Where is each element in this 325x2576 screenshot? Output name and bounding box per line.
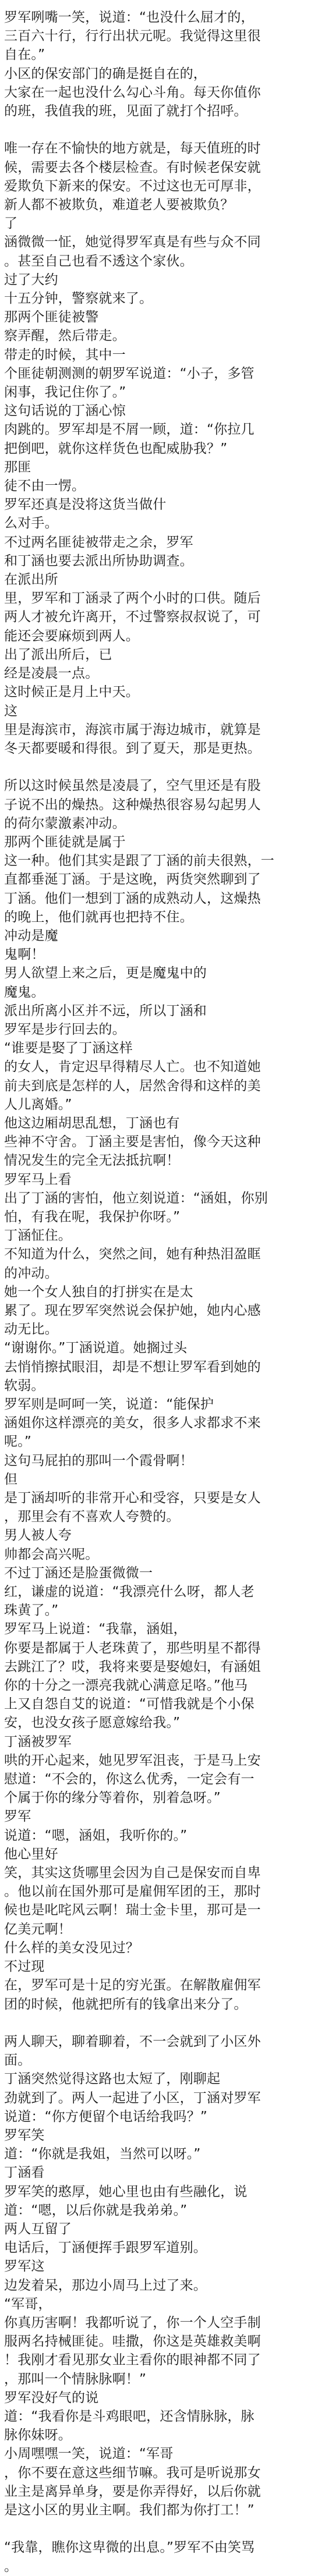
text-line: 和丁涵也要去派出所协助调查。 <box>4 553 193 569</box>
text-line: 子说不出的燥热。这种燥热很容易勾起男人 <box>4 797 261 812</box>
paragraph-gap <box>4 2014 323 2032</box>
text-line: 候，需要去各个楼层检查。有时候老保安就 <box>4 159 261 175</box>
text-line: 两人聊天，聊着聊着，不一会就到了小区外 <box>4 2034 261 2049</box>
text-line: 徒不由一愣。 <box>4 478 86 494</box>
text-line: 丁涵。他们一想到丁涵的成熟动人，这燥热 <box>4 890 261 906</box>
text-line: 罗军笑 <box>4 2127 45 2143</box>
text-line: 不过两名匪徒被带走之余，罗军 <box>4 534 193 550</box>
text-line: 去悄悄擦拭眼泪，却是不想让罗军看到她的 <box>4 1359 261 1375</box>
text-line: “谢谢你。”丁涵说道。她搁过头 <box>4 1340 188 1356</box>
text-line: 在，罗军可是十足的穷光蛋。在解散雇佣军 <box>4 1978 261 1993</box>
text-line: 笑，其实这货哪里会因为自己是保安而自卑 <box>4 1865 261 1881</box>
text-line: 罗军马上看 <box>4 1172 72 1187</box>
text-line: 涵姐你这样漂亮的美女，很多人求都求不来 <box>4 1415 261 1431</box>
text-line: 的班，我值我的班，见面了就打个招呼。 <box>4 104 248 119</box>
text-line: 涵微微一怔，她觉得罗军真是有些与众不同 <box>4 235 261 250</box>
text-line: 前夫到底是怎样的人，居然舍得和这样的美 <box>4 1078 261 1094</box>
text-line: 冲动是魔 <box>4 928 58 943</box>
text-line: 那匪 <box>4 459 31 475</box>
text-line: 些神不守舍。丁涵主要是害怕，像今天这种 <box>4 1134 261 1150</box>
text-line: 的荷尔蒙激素冲动。 <box>4 815 126 831</box>
text-line: 么对手。 <box>4 516 58 531</box>
text-line: 电话后，丁涵便挥手跟罗军道别。 <box>4 2240 207 2256</box>
text-line: 帅都会高兴呢。 <box>4 1546 99 1562</box>
text-line: 丁涵怔住。 <box>4 1228 72 1244</box>
text-line: 面。 <box>4 2053 31 2068</box>
text-line: 十五分钟，警察就来了。 <box>4 291 153 307</box>
text-line: 把倒吧，就你这样货色也配威胁我？” <box>4 441 228 456</box>
text-line: 的女人，肯定迟早得精尽人亡。也不知道她 <box>4 1059 261 1075</box>
text-line: 说道：“嗯，涵姐，我听你的。” <box>4 1828 188 1843</box>
text-line: 慰道：“不会的，你这么优秀，一定会有一 <box>4 1772 255 1787</box>
text-line: “我靠，瞧你这卑微的出息。”罗军不由笑骂 <box>4 2540 255 2556</box>
text-line: 这一种。他们其实是跟了丁涵的前夫很熟，一 <box>4 853 274 869</box>
text-line: 服两名持械匪徒。哇撒，你这是英雄救美啊 <box>4 2334 261 2350</box>
text-line: 道：“我看你是斗鸡眼吧，还含情脉脉，脉 <box>4 2408 255 2424</box>
text-line: 不知道为什么，突然之间，她有种热泪盈眶 <box>4 1247 261 1262</box>
text-line: 大家在一起也没什么勾心斗角。每天你值你 <box>4 84 261 100</box>
text-line: 是这小区的男业主啊。我们都为你打工！” <box>4 2502 255 2518</box>
text-line: 。甚至自己也看不透这个家伙。 <box>4 253 193 269</box>
text-line: 怕，有我在呢，我保护你呀。” <box>4 1209 181 1225</box>
text-line: 业主是离异单身，要是你弄得好，以后你就 <box>4 2483 261 2499</box>
text-line: 。他以前在国外那可是雇佣军团的王，那时 <box>4 1884 261 1900</box>
text-line: 软弱。 <box>4 1378 45 1393</box>
text-line: 团的时候，他就把所有的钱拿出来分了。 <box>4 1996 248 2012</box>
text-line: 的冲动。 <box>4 1265 58 1281</box>
text-line: 什么样的美女没见过？ <box>4 1940 139 1956</box>
text-line: 两人才被允许离开，不过警察叔叔说了，可 <box>4 609 261 625</box>
text-line: 红，谦虚的说道：“我漂亮什么呀，都人老 <box>4 1584 255 1600</box>
text-line: 罗军则是呵呵一笑，说道：“能保护 <box>4 1397 214 1412</box>
text-line: 边发着呆，那边小周马上过了来。 <box>4 2277 207 2293</box>
text-line: 哄的开心起来，她见罗军沮丧，于是马上安 <box>4 1752 261 1768</box>
text-line: 说道：“你方便留个电话给我吗？” <box>4 2109 208 2124</box>
text-line: 小区的保安部门的确是挺自在的， <box>4 66 207 81</box>
text-line: 罗军咧嘴一笑，说道：“也没什么屈才的， <box>4 10 255 25</box>
text-line: 出了派出所后，已 <box>4 647 112 662</box>
text-line: 但 <box>4 1471 18 1487</box>
text-line: 罗军马上说道：“我靠，涵姐， <box>4 1621 187 1637</box>
text-line: 罗军是步行回去的。 <box>4 1021 126 1037</box>
text-line: 上又自怨自艾的说道：“可惜我就是个小保 <box>4 1697 255 1712</box>
text-line: “谁要是娶了丁涵这样 <box>4 1041 133 1056</box>
text-line: 他这边厢胡思乱想，丁涵也有 <box>4 1115 180 1131</box>
text-line: 她一个女人独自的打拼实在是太 <box>4 1284 193 1300</box>
text-line: 的晚上，他们就再也把持不住。 <box>4 909 193 925</box>
text-line: 这 <box>4 703 18 719</box>
text-line: 个属于你的缘分等着你，别着急呀。” <box>4 1790 221 1806</box>
text-line: 察弄醒，然后带走。 <box>4 328 126 344</box>
text-line: 罗军还真是没将这货当做什 <box>4 497 167 513</box>
text-line: 魔鬼。 <box>4 984 45 1000</box>
text-line: 过了大约 <box>4 272 58 288</box>
text-line: 罗军 <box>4 1809 31 1825</box>
text-line: 小周嘿嘿一笑，说道：“军哥 <box>4 2446 174 2462</box>
text-line: 你要是都属于人老珠黄了，那些明星不都得 <box>4 1640 261 1656</box>
text-line: 丁涵看 <box>4 2165 45 2181</box>
text-line: 鬼啊！ <box>4 947 45 963</box>
paragraph-gap <box>4 758 323 776</box>
text-line: 里是海滨市，海滨市属于海边城市，就算是 <box>4 722 261 737</box>
text-line: 人儿离婚。” <box>4 1097 72 1112</box>
text-line: 派出所离小区并不远，所以丁涵和 <box>4 1003 207 1019</box>
text-line: “军哥， <box>4 2296 52 2312</box>
text-line: 。 <box>4 2559 18 2574</box>
text-line: 男人欲望上来之后，更是魔鬼中的 <box>4 966 207 981</box>
text-line: 他心里好 <box>4 1846 58 1862</box>
text-line: 候也是叱咤风云啊！瑞士金卡里，那可是一 <box>4 1903 261 1918</box>
text-line: 在派出所 <box>4 572 58 588</box>
text-line: 能还会要麻烦到两人。 <box>4 628 139 644</box>
paragraph-gap <box>4 120 323 139</box>
text-line: 个匪徒朝测测的朝罗军说道：“小子，多管 <box>4 366 255 381</box>
text-line: 亿美元啊！ <box>4 1921 72 1937</box>
text-line: 两人互留了 <box>4 2221 72 2237</box>
text-line: 你真历害啊！我都听说了，你一个人空手制 <box>4 2315 261 2330</box>
text-line: 了 <box>4 216 18 232</box>
text-line: 道：“嗯，以后你就是我弟弟。” <box>4 2202 188 2218</box>
text-line: 劲就到了。两人一起进了小区，丁涵对罗军 <box>4 2090 261 2106</box>
text-line: 丁涵突然觉得这路也太短了，刚聊起 <box>4 2071 221 2087</box>
text-line: 这时候正是月上中天。 <box>4 684 139 700</box>
text-line: 那两个匪徒被警 <box>4 310 99 325</box>
text-line: 情况发生的完全无法抵抗啊！ <box>4 1153 180 1169</box>
text-line: 这句话说的丁涵心惊 <box>4 403 126 419</box>
text-line: 罗军没好气的说 <box>4 2390 99 2405</box>
text-line: ！我刚才看见那女业主看你的眼神都不同了 <box>4 2353 261 2368</box>
text-line: 是丁涵却听的非常开心和受容，只要是女人 <box>4 1491 261 1506</box>
text-line: 去跳江了？哎，我将来要是娶媳妇，有涵姐 <box>4 1659 261 1674</box>
paragraph-gap <box>4 2520 323 2538</box>
text-line: 道：“你就是我姐，当然可以呀。” <box>4 2146 201 2162</box>
text-line: 新人都不被欺负，难道老人要被欺负？ <box>4 197 234 213</box>
text-line: 呢。” <box>4 1434 32 1450</box>
text-line: 这句马屁拍的那叫一个霞骨啊！ <box>4 1453 193 1468</box>
text-line: 罗军笑的憨厚，她心里也由有些融化，说 <box>4 2184 248 2199</box>
text-line: ，你不要在意这些细节嘛。我可是听说那女 <box>4 2465 261 2481</box>
text-line: 所以这时候虽然是凌晨了，空气里还是有股 <box>4 778 261 794</box>
text-line: 那两个匪徒就是属于 <box>4 834 126 850</box>
text-line: 不过现 <box>4 1959 45 1975</box>
text-line: 丁涵被罗军 <box>4 1734 72 1750</box>
text-line: 男人被人夸 <box>4 1528 72 1544</box>
text-line: 出了丁涵的害怕，他立刻说道：“涵姐，你别 <box>4 1190 268 1206</box>
text-line: 罗军这 <box>4 2259 45 2275</box>
text-line: 珠黄了。” <box>4 1603 59 1619</box>
text-line: 自在。” <box>4 47 45 63</box>
text-line: 爱欺负下新来的保安。不过这也无可厚非， <box>4 178 261 194</box>
text-line: 冬天都要暖和得很。到了夏天，那是更热。 <box>4 740 261 756</box>
text-line: 经是凌晨一点。 <box>4 666 99 682</box>
text-line: 直都垂涎丁涵。于是这晚，两货突然聊到了 <box>4 872 261 888</box>
text-line: 肉跳的。罗军却是不屑一顾，道：“你拉几 <box>4 422 255 438</box>
text-line: ，那叫一个情脉脉啊！” <box>4 2371 147 2387</box>
text-line: 里，罗军和丁涵录了两个小时的口供。随后 <box>4 591 261 606</box>
text-line: 唯一存在不愉快的地方就是，每天值班的时 <box>4 141 261 157</box>
text-line: 安，也没女孩子愿意嫁给我。” <box>4 1715 181 1731</box>
text-line: 脉你妹呀。 <box>4 2428 72 2443</box>
text-line: 三百六十行，行行出状元呢。我觉得这里很 <box>4 29 261 44</box>
text-line: 你的十分之一漂亮我就心满意足咯。”他马 <box>4 1678 248 1694</box>
text-line: ，那里会有不喜欢人夸赞的。 <box>4 1509 180 1525</box>
text-line: 动无比。 <box>4 1322 58 1337</box>
text-line: 闲事，我记住你了。” <box>4 385 126 400</box>
text-line: 带走的时候，其中一 <box>4 347 126 363</box>
text-line: 不过丁涵还是脸蛋微微一 <box>4 1565 153 1581</box>
text-line: 累了。现在罗军突然说会保护她，她内心感 <box>4 1303 261 1318</box>
